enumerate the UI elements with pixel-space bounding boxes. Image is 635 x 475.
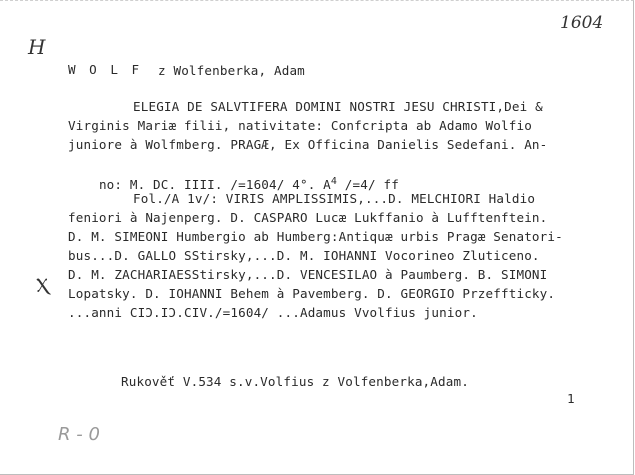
card-count: 1	[567, 391, 575, 406]
title-line-3: juniore à Wolfmberg. PRAGÆ, Ex Officina Danielis Sedefani. An-	[68, 137, 548, 152]
desc-line-6: Lopatsky. D. IOHANNI Behem à Pavemberg. D. GEORGIO Przeffticky.	[68, 286, 556, 301]
year-mark: 1604	[560, 13, 604, 33]
title-line-4-sup: 4	[330, 176, 338, 187]
desc-line-2: feniori à Najenperg. D. CASPARO Lucæ Lukffanio à Lufftenftein.	[68, 210, 548, 225]
pencil-note: R - 0	[58, 424, 100, 445]
location-line: Rukověť V.534 s.v.Volfius z Volfenberka,Adam.	[121, 374, 469, 389]
title-line-1: ELEGIA DE SALVTIFERA DOMINI NOSTRI JESU CHRISTI,Dei &	[133, 99, 543, 114]
desc-line-5: D. M. ZACHARIAESStirsky,...D. VENCESILAO à Paumberg. B. SIMONI	[68, 267, 548, 282]
desc-line-7: ...anni CIƆ.IƆ.CIV./=1604/ ...Adamus Vvolfius junior.	[68, 305, 478, 320]
heading-rest: z Wolfenberka, Adam	[158, 63, 305, 78]
corner-mark: H	[28, 35, 46, 59]
desc-line-1: Fol./A 1v/: VIRIS AMPLISSIMIS,...D. MELCHIORI Haldio	[133, 191, 536, 206]
margin-mark: Ⲭ	[36, 273, 49, 297]
heading-name: W O L F	[68, 62, 143, 77]
desc-line-4: bus...D. GALLO SStirsky,...D. M. IOHANNI Vocorineo Zluticeno.	[68, 248, 540, 263]
title-line-4-main: no: M. DC. IIII. /=1604/ 4°. A	[98, 177, 331, 193]
title-line-2: Virginis Mariæ filii, nativitate: Confcripta ab Adamo Wolfio	[68, 118, 532, 133]
title-line-4-tail: /=4/ ff	[337, 177, 399, 193]
desc-line-3: D. M. SIMEONI Humbergio ab Humberg:Antiquæ urbis Pragæ Senatori-	[68, 229, 563, 244]
